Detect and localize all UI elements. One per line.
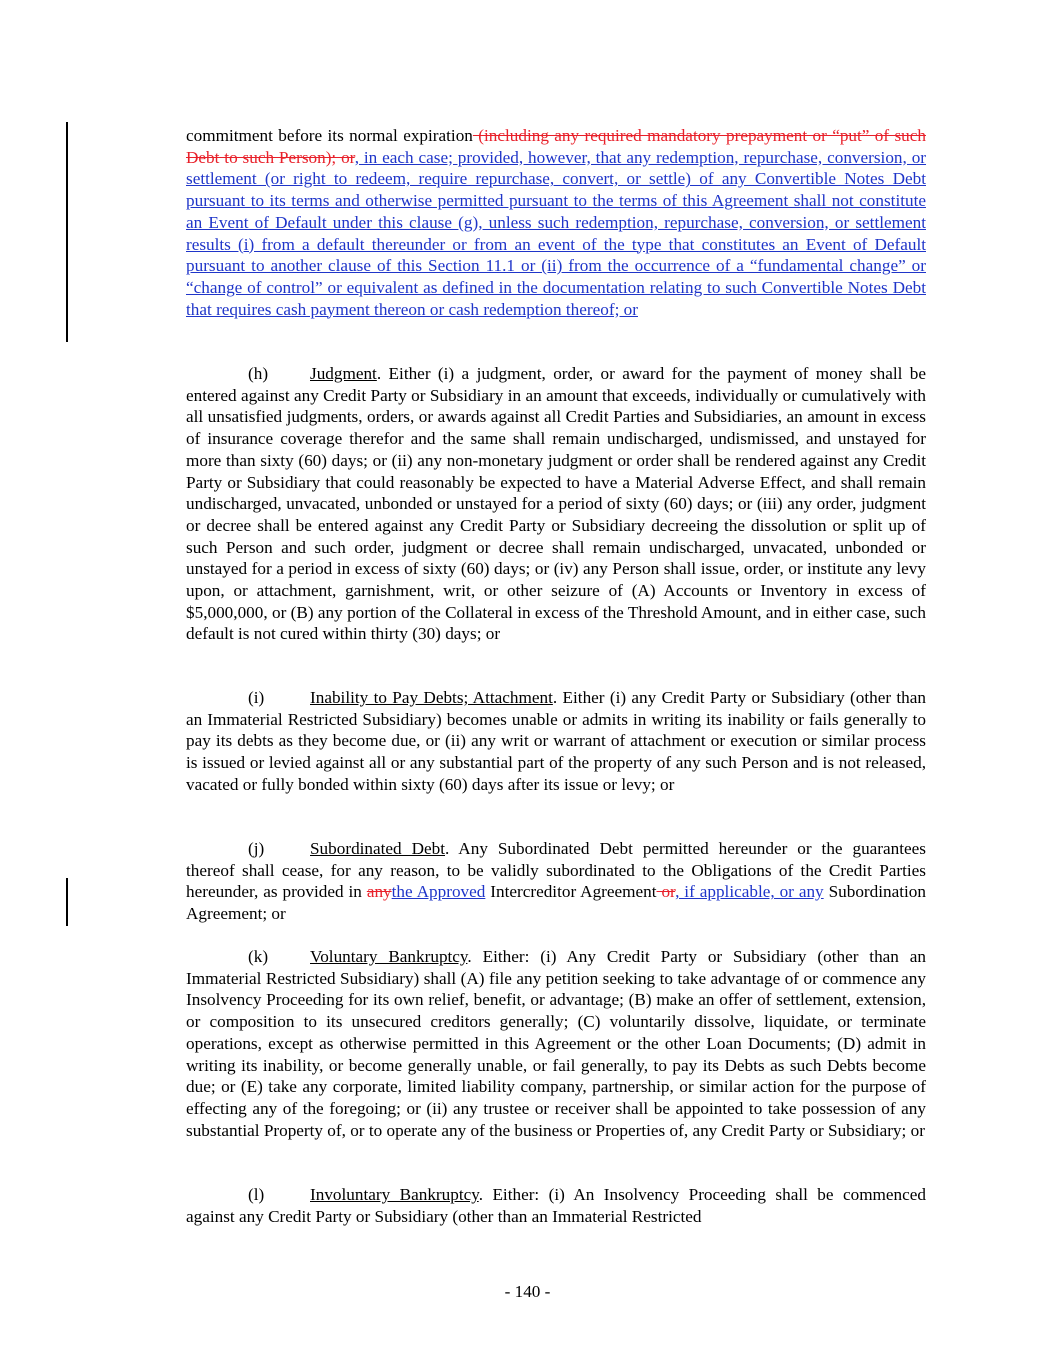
- revision-change-bar: [66, 122, 68, 342]
- clause-body: . Any Subordinated Debt permitted hereunder or the guarantees thereof shall cease, for any reason, to be validly subordinated to the Obligations of the Credit Parties hereunder, as provided in: [186, 839, 926, 902]
- paragraph-l-involuntary-bankruptcy: [186, 1184, 926, 1227]
- deleted-text: any: [366, 882, 392, 902]
- clause-label: (k): [248, 947, 269, 966]
- revision-change-bar: [66, 878, 68, 926]
- deleted-text: or: [656, 882, 676, 902]
- paragraph-j-subordinated-debt: [186, 838, 926, 925]
- paragraph-k-voluntary-bankruptcy: [186, 946, 926, 1141]
- clause-body: . Either: (i) Any Credit Party or Subsidiary (other than an Immaterial Restricted Subsidiary) shall (A) file any petition seeking to take advantage of or commence any Insolvency Proceeding for its own relief, benefit, or advantage; (B) make an offer of settlement, extension, or composition to its unsecured creditors generally; (C) voluntarily dissolve, liquidate, or terminate operations, except as otherwise permitted in this Agreement or the other Loan Documents; (D) admit in writing its inability, or become generally unable, or fail generally, to pay its Debts as such Debts become due; or (E) take any corporate, limited liability company, partnership, or similar action for the purpose of effecting any of the foregoing; or (ii) any trustee or receiver shall be appointed to take possession of any substantial Property of, or to operate any of the business or Properties of, any Credit Party or Subsidiary; or: [186, 947, 926, 1140]
- clause-body: Subordination Agreement; or: [186, 882, 926, 924]
- inserted-text: , if applicable, or any: [675, 882, 824, 902]
- clause-heading: Involuntary Bankruptcy: [310, 1185, 479, 1204]
- inserted-text: , in each case; provided, however, that any redemption, repurchase, conversion, or settlement (or right to redeem, require repurchase, convert, or settle) of any Convertible Notes Debt pursuant to its terms and otherwise permitted pursuant to the terms of this Agreement shall not constitute an Event of Default under this clause (g), unless such redemption, repurchase, conversion, or settlement results (i) from a default thereunder or from an event of the type that constitutes an Event of Default pursuant to another clause of this Section 11.1 or (ii) from the occurrence of a “fundamental change” or “change of control” or equivalent as defined in the documentation relating to such Convertible Notes Debt that requires cash payment thereon or cash redemption thereof; or: [186, 147, 927, 319]
- page-number: - 140 -: [504, 1282, 551, 1301]
- clause-heading: Subordinated Debt: [310, 839, 446, 858]
- clause-heading: Judgment: [310, 364, 377, 383]
- clause-label: (h): [248, 364, 269, 383]
- paragraph-i-inability-to-pay: [186, 687, 926, 796]
- clause-body: . Either (i) any Credit Party or Subsidiary (other than an Immaterial Restricted Subsidiary) becomes unable or admits in writing its inability or fails generally to pay its debts as they become due, or (ii) any writ or warrant of attachment or execution or similar process is issued or levied against all or any substantial part of the property of any such Person and is not released, vacated or fully bonded within sixty (60) days after its issue or levy; or: [186, 688, 927, 794]
- clause-label: (i): [248, 688, 265, 707]
- clause-heading: Voluntary Bankruptcy: [310, 947, 468, 966]
- deleted-text: (including any required mandatory prepayment or “put” of such Debt to such Person); or: [186, 126, 926, 167]
- clause-body: . Either: (i) An Insolvency Proceeding shall be commenced against any Credit Party or Subsidiary (other than an Immaterial Restricted: [186, 1185, 926, 1226]
- clause-body: . Either (i) a judgment, order, or award for the payment of money shall be entered against any Credit Party or Subsidiary in an amount that exceeds, individually or cumulatively with all unsatisfied judgments, orders, or awards against all Credit Parties and Subsidiaries, an amount in excess of insurance coverage therefor and the same shall remain undischarged, undismissed, and unstayed for more than sixty (60) days; or (ii) any non-monetary judgment or order shall be rendered against any Credit Party or Subsidiary that could reasonably be expected to have a Material Adverse Effect, and shall remain undischarged, unvacated, unbonded or unstayed for a period of sixty (60) days; or (iii) any order, judgment or decree shall be entered against any Credit Party or Subsidiary decreeing the dissolution or split up of such Person and such order, judgment or decree shall remain undischarged, unvacated, unbonded or unstayed for a period in excess of sixty (60) days; or (iv) any Person shall issue, order, or institute any levy upon, or attachment, garnishment, writ, or other seizure of (A) Accounts or Inventory in excess of $5,000,000, or (B) any portion of the Collateral in excess of the Threshold Amount, and in either case, such default is not cured within thirty (30) days; or: [186, 364, 926, 644]
- clause-heading: Inability to Pay Debts; Attachment: [310, 688, 553, 707]
- paragraph-g-continuation: [186, 125, 926, 320]
- body-text: commitment before its normal expiration: [186, 126, 473, 145]
- inserted-text: the Approved: [391, 882, 486, 902]
- clause-label: (l): [248, 1185, 265, 1204]
- clause-body: Intercreditor Agreement: [485, 882, 657, 902]
- paragraph-h-judgment: [186, 363, 926, 645]
- clause-label: (j): [248, 839, 265, 858]
